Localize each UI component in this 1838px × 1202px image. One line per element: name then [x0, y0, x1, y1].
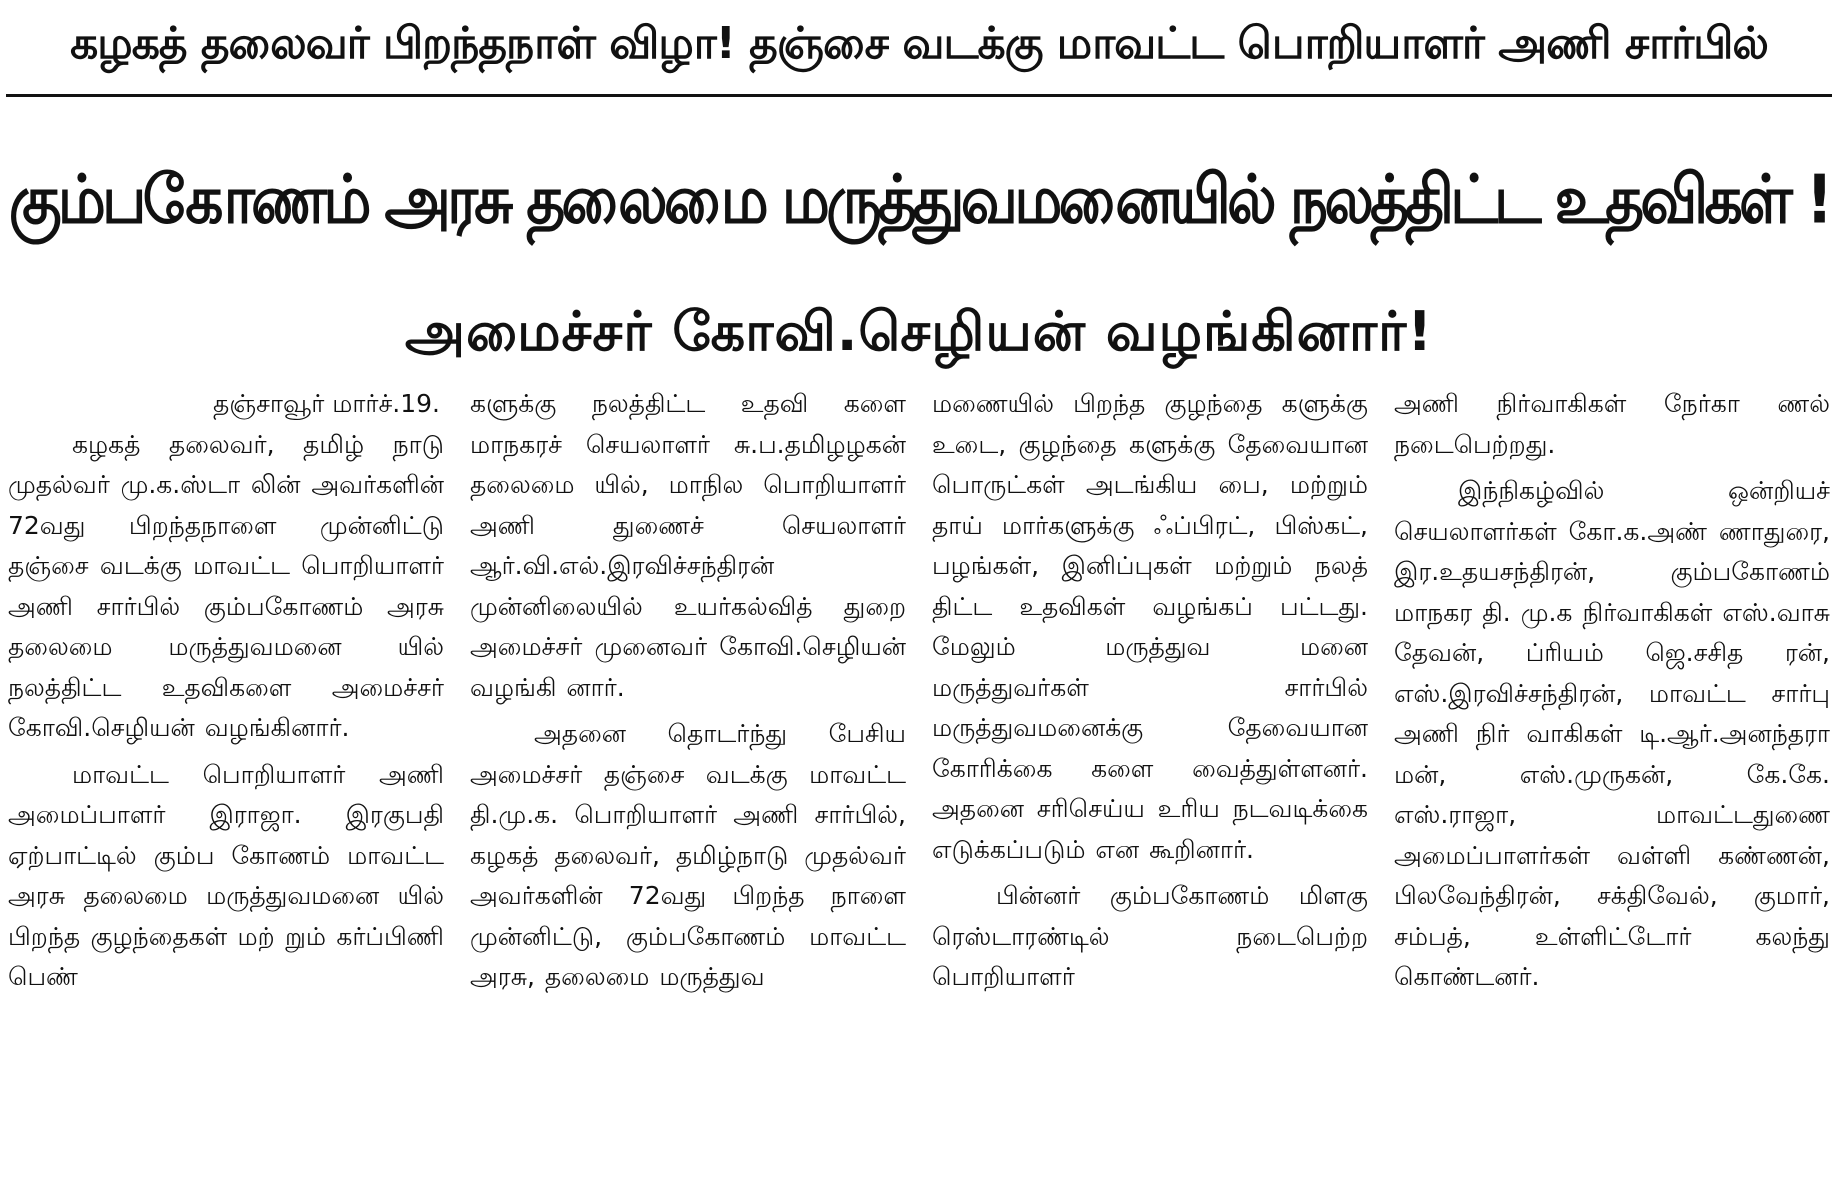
paragraph: களுக்கு நலத்திட்ட உதவி களை மாநகரச் செயலாளர் சு.ப.தமிழழகன் தலைமை யில், மாநில பொறியாளர் அணி துணைச் செயலாளர் ஆர்.வி.எல்.இரவிச்சந்திரன் முன்னிலையில் உயர்கல்வித் துறை அமைச்சர் முனைவர் கோவி.செழியன் வழங்கி னார். — [470, 389, 906, 702]
paragraph: அணி நிர்வாகிகள் நேர்கா ணல் நடைபெற்றது. — [1394, 389, 1830, 459]
dateline: தஞ்சாவூர் மார்ச்.19. — [212, 389, 440, 418]
headline: கும்பகோணம் அரசு தலைமை மருத்துவமனையில் நலத்திட்ட உதவிகள் ! — [8, 160, 1830, 240]
paragraph: கழகத் தலைவர், தமிழ் நாடு முதல்வர் மு.க.ஸ்டா லின் அவர்களின் 72வது பிறந்தநாளை முன்னிட்டு தஞ்சை வடக்கு மாவட்ட பொறியாளர் அணி சார்பில் கும்பகோணம் அரசு தலைமை மருத்துவமனை யில் நலத்திட்ட உதவிகளை அமைச்சர் கோவி.செழியன் வழங்கினார். — [8, 429, 444, 742]
article-column-2 — [470, 384, 906, 1196]
article-column-3 — [932, 384, 1368, 1196]
article-body — [8, 384, 1830, 1196]
paragraph: மணையில் பிறந்த குழந்தை களுக்கு உடை, குழந்தை களுக்கு தேவையான பொருட்கள் அடங்கிய பை, மற்றும் தாய் மார்களுக்கு ஃப்பிரட், பிஸ்கட், பழங்கள், இனிப்புகள் மற்றும் நலத் திட்ட உதவிகள் வழங்கப் பட்டது. மேலும் மருத்துவ மனை மருத்துவர்கள் சார்பில் மருத்துவமனைக்கு தேவையான கோரிக்கை களை வைத்துள்ளனர். அதனை சரிசெய்ய உரிய நடவடிக்கை எடுக்கப்படும் என கூறினார். — [932, 389, 1368, 864]
paragraph: இந்நிகழ்வில் ஒன்றியச் செயலாளர்கள் கோ.க.அண் ணாதுரை, இர.உதயசந்திரன், கும்பகோணம் மாநகர தி. மு.க நிர்வாகிகள் எஸ்.வாசு தேவன், ப்ரியம் ஜெ.சசித ரன், எஸ்.இரவிச்சந்திரன், மாவட்ட சார்பு அணி நிர் வாகிகள் டி.ஆர்.அனந்தரா மன், எஸ்.முருகன், கே.கே. எஸ்.ராஜா, மாவட்டதுணை அமைப்பாளர்கள் வள்ளி கண்ணன், பிலவேந்திரன், சக்திவேல், குமார், சம்பத், உள்ளிட்டோர் கலந்து கொண்டனர். — [1394, 476, 1830, 991]
paragraph: பின்னர் கும்பகோணம் மிளகு ரெஸ்டாரண்டில் நடைபெற்ற பொறியாளர் — [932, 881, 1368, 991]
subheadline: அமைச்சர் கோவி.செழியன் வழங்கினார்! — [404, 299, 1434, 363]
paragraph: அதனை தொடர்ந்து பேசிய அமைச்சர் தஞ்சை வடக்கு மாவட்ட தி.மு.க. பொறியாளர் அணி சார்பில், கழகத் தலைவர், தமிழ்நாடு முதல்வர் அவர்களின் 72வது பிறந்த நாளை முன்னிட்டு, கும்பகோணம் மாவட்ட அரசு, தலைமை மருத்துவ — [470, 719, 906, 991]
article-column-4 — [1394, 384, 1830, 1196]
article-column-1 — [8, 384, 444, 1196]
paragraph: மாவட்ட பொறியாளர் அணி அமைப்பாளர் இராஜா. இரகுபதி ஏற்பாட்டில் கும்ப கோணம் மாவட்ட அரசு தலைமை மருத்துவமனை யில் பிறந்த குழந்தைகள் மற் றும் கர்ப்பிணி பெண் — [8, 759, 444, 991]
kicker-line: கழகத் தலைவர் பிறந்தநாள் விழா! தஞ்சை வடக்கு மாவட்ட பொறியாளர் அணி சார்பில் — [70, 17, 1768, 69]
divider-rule — [6, 94, 1832, 97]
